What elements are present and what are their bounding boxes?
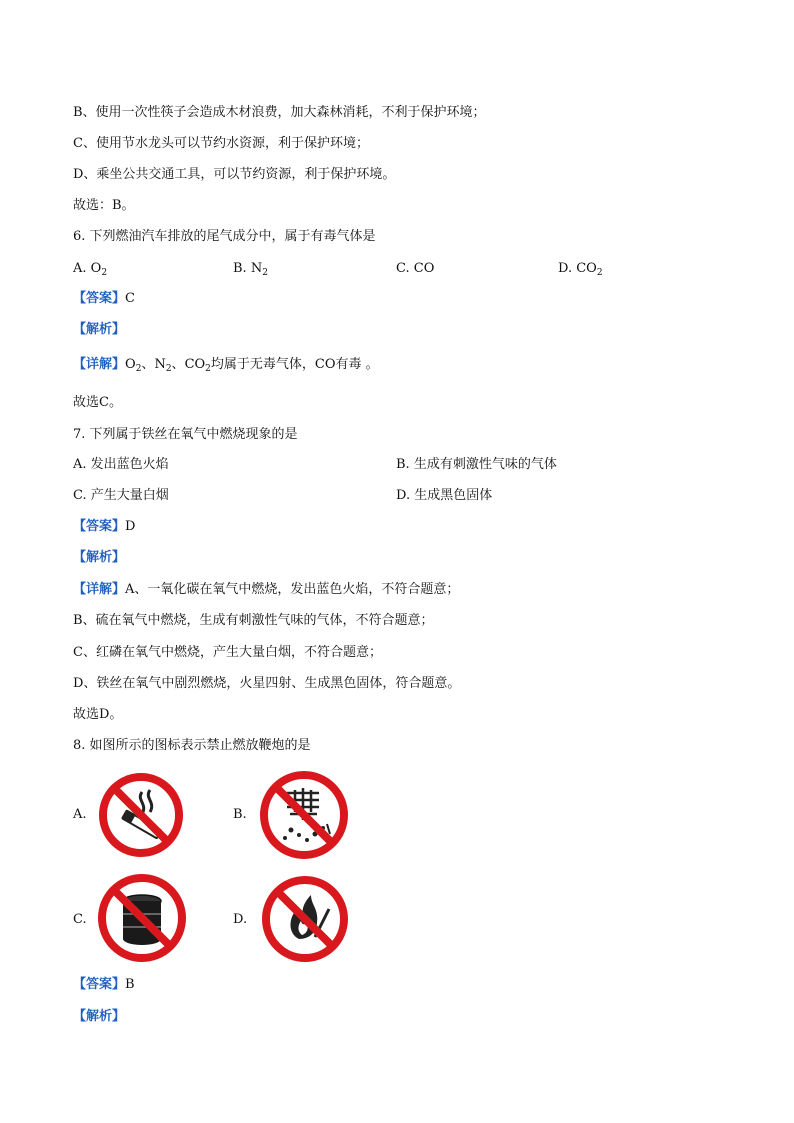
q7-conclusion: 故选D。	[73, 707, 123, 722]
answer-tag: 【答案】	[73, 519, 126, 534]
q7-detail-d: D、铁丝在氧气中剧烈燃烧，火星四射、生成黑色固体，符合题意。	[73, 676, 461, 691]
q8-option-b-letter: B.	[233, 807, 247, 822]
option-text: 发出蓝色火焰	[90, 457, 169, 472]
q6-analysis-heading	[73, 321, 125, 339]
q6-option-a	[73, 260, 107, 282]
option-letter: A.	[73, 457, 87, 472]
subscript: 2	[262, 268, 268, 278]
answer-tag: 【答案】	[73, 291, 126, 306]
no-open-flame-sign-icon	[259, 873, 351, 965]
q5-option-c-explanation: C、使用节水龙头可以节约水资源，利于保护环境；	[73, 136, 369, 151]
q7-option-c	[73, 487, 169, 505]
answer-tag: 【答案】	[73, 977, 126, 992]
formula: CO	[576, 261, 597, 276]
q7-detail-c: C、红磷在氧气中燃烧，产生大量白烟，不符合题意；	[73, 645, 382, 660]
q8-analysis-heading	[73, 1008, 125, 1026]
option-letter: C.	[73, 488, 87, 503]
q8-option-a-letter: A.	[73, 807, 87, 822]
option-text: 产生大量白烟	[90, 488, 169, 503]
answer-value: B	[125, 977, 135, 992]
answer-value: C	[125, 291, 135, 306]
option-letter: C.	[396, 261, 410, 276]
q5-option-d-explanation: D、乘坐公共交通工具，可以节约资源，利于保护环境。	[73, 167, 396, 182]
answer-value: D	[125, 519, 136, 534]
q5-option-b-explanation: B、使用一次性筷子会造成木材浪费，加大森林消耗，不利于保护环境；	[73, 105, 486, 120]
q6-option-d	[558, 260, 603, 282]
q7-detail-a: 【详解】A、一氧化碳在氧气中燃烧，发出蓝色火焰，不符合题意；	[73, 582, 460, 597]
subscript: 2	[596, 268, 603, 278]
q5-conclusion: 故选：B。	[73, 198, 135, 213]
q7-answer	[73, 518, 135, 536]
q8-option-c-letter: C.	[73, 912, 87, 927]
q6-stem: 6. 下列燃油汽车排放的尾气成分中，属于有毒气体是	[73, 229, 376, 244]
q6-conclusion: 故选C。	[73, 395, 122, 410]
option-letter: D.	[558, 261, 573, 276]
option-text: 生成有刺激性气味的气体	[413, 457, 557, 472]
analysis-tag: 【解析】	[73, 1009, 126, 1024]
q7-analysis-heading	[73, 549, 125, 567]
detail-tag: 【详解】	[73, 582, 126, 597]
option-letter: B.	[396, 457, 410, 472]
option-letter: A.	[73, 261, 87, 276]
formula: O	[90, 261, 102, 276]
q8-stem: 8. 如图所示的图标表示禁止燃放鞭炮的是	[73, 738, 311, 753]
option-letter: B.	[233, 261, 247, 276]
no-firecrackers-sign-icon	[257, 768, 351, 862]
formula: CO	[413, 261, 435, 276]
option-letter: D.	[396, 488, 411, 503]
q7-option-b	[396, 456, 557, 474]
q7-stem: 7. 下列属于铁丝在氧气中燃烧现象的是	[73, 427, 298, 442]
detail-tag: 【详解】	[73, 357, 126, 372]
q7-option-a	[73, 456, 169, 474]
analysis-tag: 【解析】	[73, 322, 126, 337]
analysis-tag: 【解析】	[73, 550, 126, 565]
q7-detail-b: B、硫在氧气中燃烧，生成有刺激性气味的气体，不符合题意；	[73, 613, 434, 628]
q6-answer	[73, 290, 135, 308]
no-smoking-sign-icon	[96, 770, 186, 860]
q6-detail: 【详解】$O_2$、$N_2$、$CO_2$均属于无毒气体，CO有毒 。	[73, 357, 379, 374]
formula: N	[250, 261, 263, 276]
no-barrel-sign-icon	[95, 871, 189, 965]
q8-option-d-letter: D.	[233, 912, 248, 927]
q7-option-d	[396, 487, 492, 505]
option-text: 生成黑色固体	[414, 488, 493, 503]
subscript: 2	[101, 268, 108, 278]
q6-option-b	[233, 260, 268, 282]
q8-answer	[73, 976, 135, 994]
q6-option-c	[396, 260, 434, 278]
